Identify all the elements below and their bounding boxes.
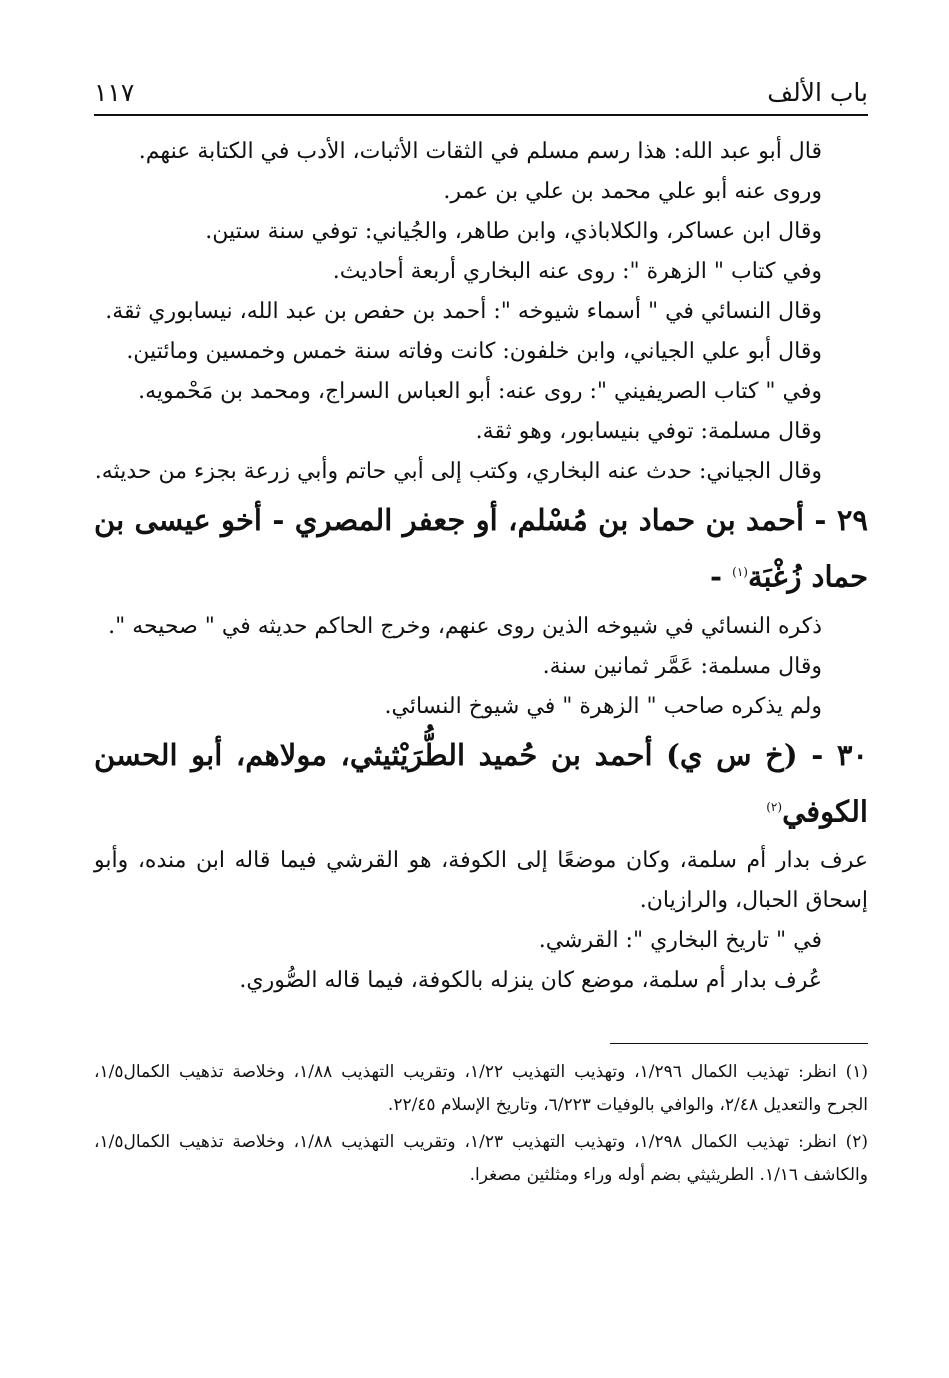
text-line: ولم يذكره صاحب " الزهرة " في شيوخ النسائي.	[384, 693, 822, 719]
entry-heading	[94, 494, 868, 603]
entry-heading-tail: -	[710, 559, 733, 594]
chapter-title: باب الألف	[767, 78, 868, 107]
entry-28-continuation	[94, 132, 868, 492]
text-line: عُرف بدار أم سلمة، موضع كان ينزله بالكوفة، فيما قاله الصُّوري.	[239, 968, 822, 994]
text-line: وروى عنه أبو علي محمد بن علي بن عمر.	[443, 179, 822, 204]
entry-30	[94, 729, 868, 1002]
text-line: وفي " كتاب الصريفيني ": روى عنه: أبو العباس السراج، ومحمد بن مَحْمويه.	[138, 379, 822, 404]
footnote-marker[interactable]: (٢)	[766, 799, 783, 814]
text-line: وقال ابن عساكر، والكلاباذي، وابن طاهر، والجُياني: توفي سنة ستين.	[205, 219, 822, 244]
page-number: ١١٧	[94, 78, 135, 107]
text-paragraph: عرف بدار أم سلمة، وكان موضعًا إلى الكوفة، هو القرشي فيما قاله ابن منده، وأبو إسحاق الحبال، والرازيان.	[94, 848, 868, 914]
page-body	[94, 132, 868, 1001]
footnote-marker[interactable]: (١)	[732, 565, 748, 579]
entry-29	[94, 494, 868, 727]
footnote-1: (١) انظر: تهذيب الكمال ١/٢٩٦، وتهذيب التهذيب ١/٢٢، وتقريب التهذيب ١/٨٨، وخلاصة تذهيب الكمال١/٥، الجرح والتعديل ٢/٤٨، والوافي بالوفيات ٦/٢٢٣، وتاريخ الإسلام ٢٢/٤٥.	[94, 1062, 868, 1116]
text-line: وفي كتاب " الزهرة ": روى عنه البخاري أربعة أحاديث.	[332, 259, 822, 284]
footnote-divider	[610, 1043, 868, 1044]
entry-heading-text: ٢٩ - أحمد بن حماد بن مُسْلم، أو جعفر المصري - أخو عيسى بن حماد زُغْبَة	[94, 503, 868, 594]
entry-heading	[94, 729, 868, 838]
text-line: وقال الجياني: حدث عنه البخاري، وكتب إلى أبي حاتم وأبي زرعة بجزء من حديثه.	[94, 459, 822, 484]
entry-heading-text: ٣٠ - (خ س ي) أحمد بن حُميد الطُّرَيْثيثي، مولاهم، أبو الحسن الكوفي	[94, 737, 868, 829]
book-page	[94, 70, 868, 1192]
text-line: في " تاريخ البخاري ": القرشي.	[538, 928, 822, 954]
text-line: قال أبو عبد الله: هذا رسم مسلم في الثقات الأثبات، الأدب في الكتابة عنهم.	[138, 139, 822, 164]
footnote-2: (٢) انظر: تهذيب الكمال ١/٢٩٨، وتهذيب التهذيب ١/٢٣، وتقريب التهذيب ١/٨٨، وخلاصة تذهيب الكمال١/٥، والكاشف ١/١٦. الطريثيثي بضم أوله وراء ومثلثين مصغرا.	[94, 1132, 868, 1186]
text-line: وقال مسلمة: توفي بنيسابور، وهو ثقة.	[475, 419, 822, 444]
text-line: وقال النسائي في " أسماء شيوخه ": أحمد بن حفص بن عبد الله، نيسابوري ثقة.	[105, 299, 822, 324]
text-line: وقال أبو علي الجياني، وابن خلفون: كانت وفاته سنة خمس وخمسين ومائتين.	[126, 339, 822, 364]
running-header	[94, 70, 868, 116]
footnotes	[94, 1056, 868, 1192]
text-line: ذكره النسائي في شيوخه الذين روى عنهم، وخرج الحاكم حديثه في " صحيحه ".	[108, 613, 822, 639]
text-line: وقال مسلمة: عَمَّر ثمانين سنة.	[542, 653, 822, 679]
